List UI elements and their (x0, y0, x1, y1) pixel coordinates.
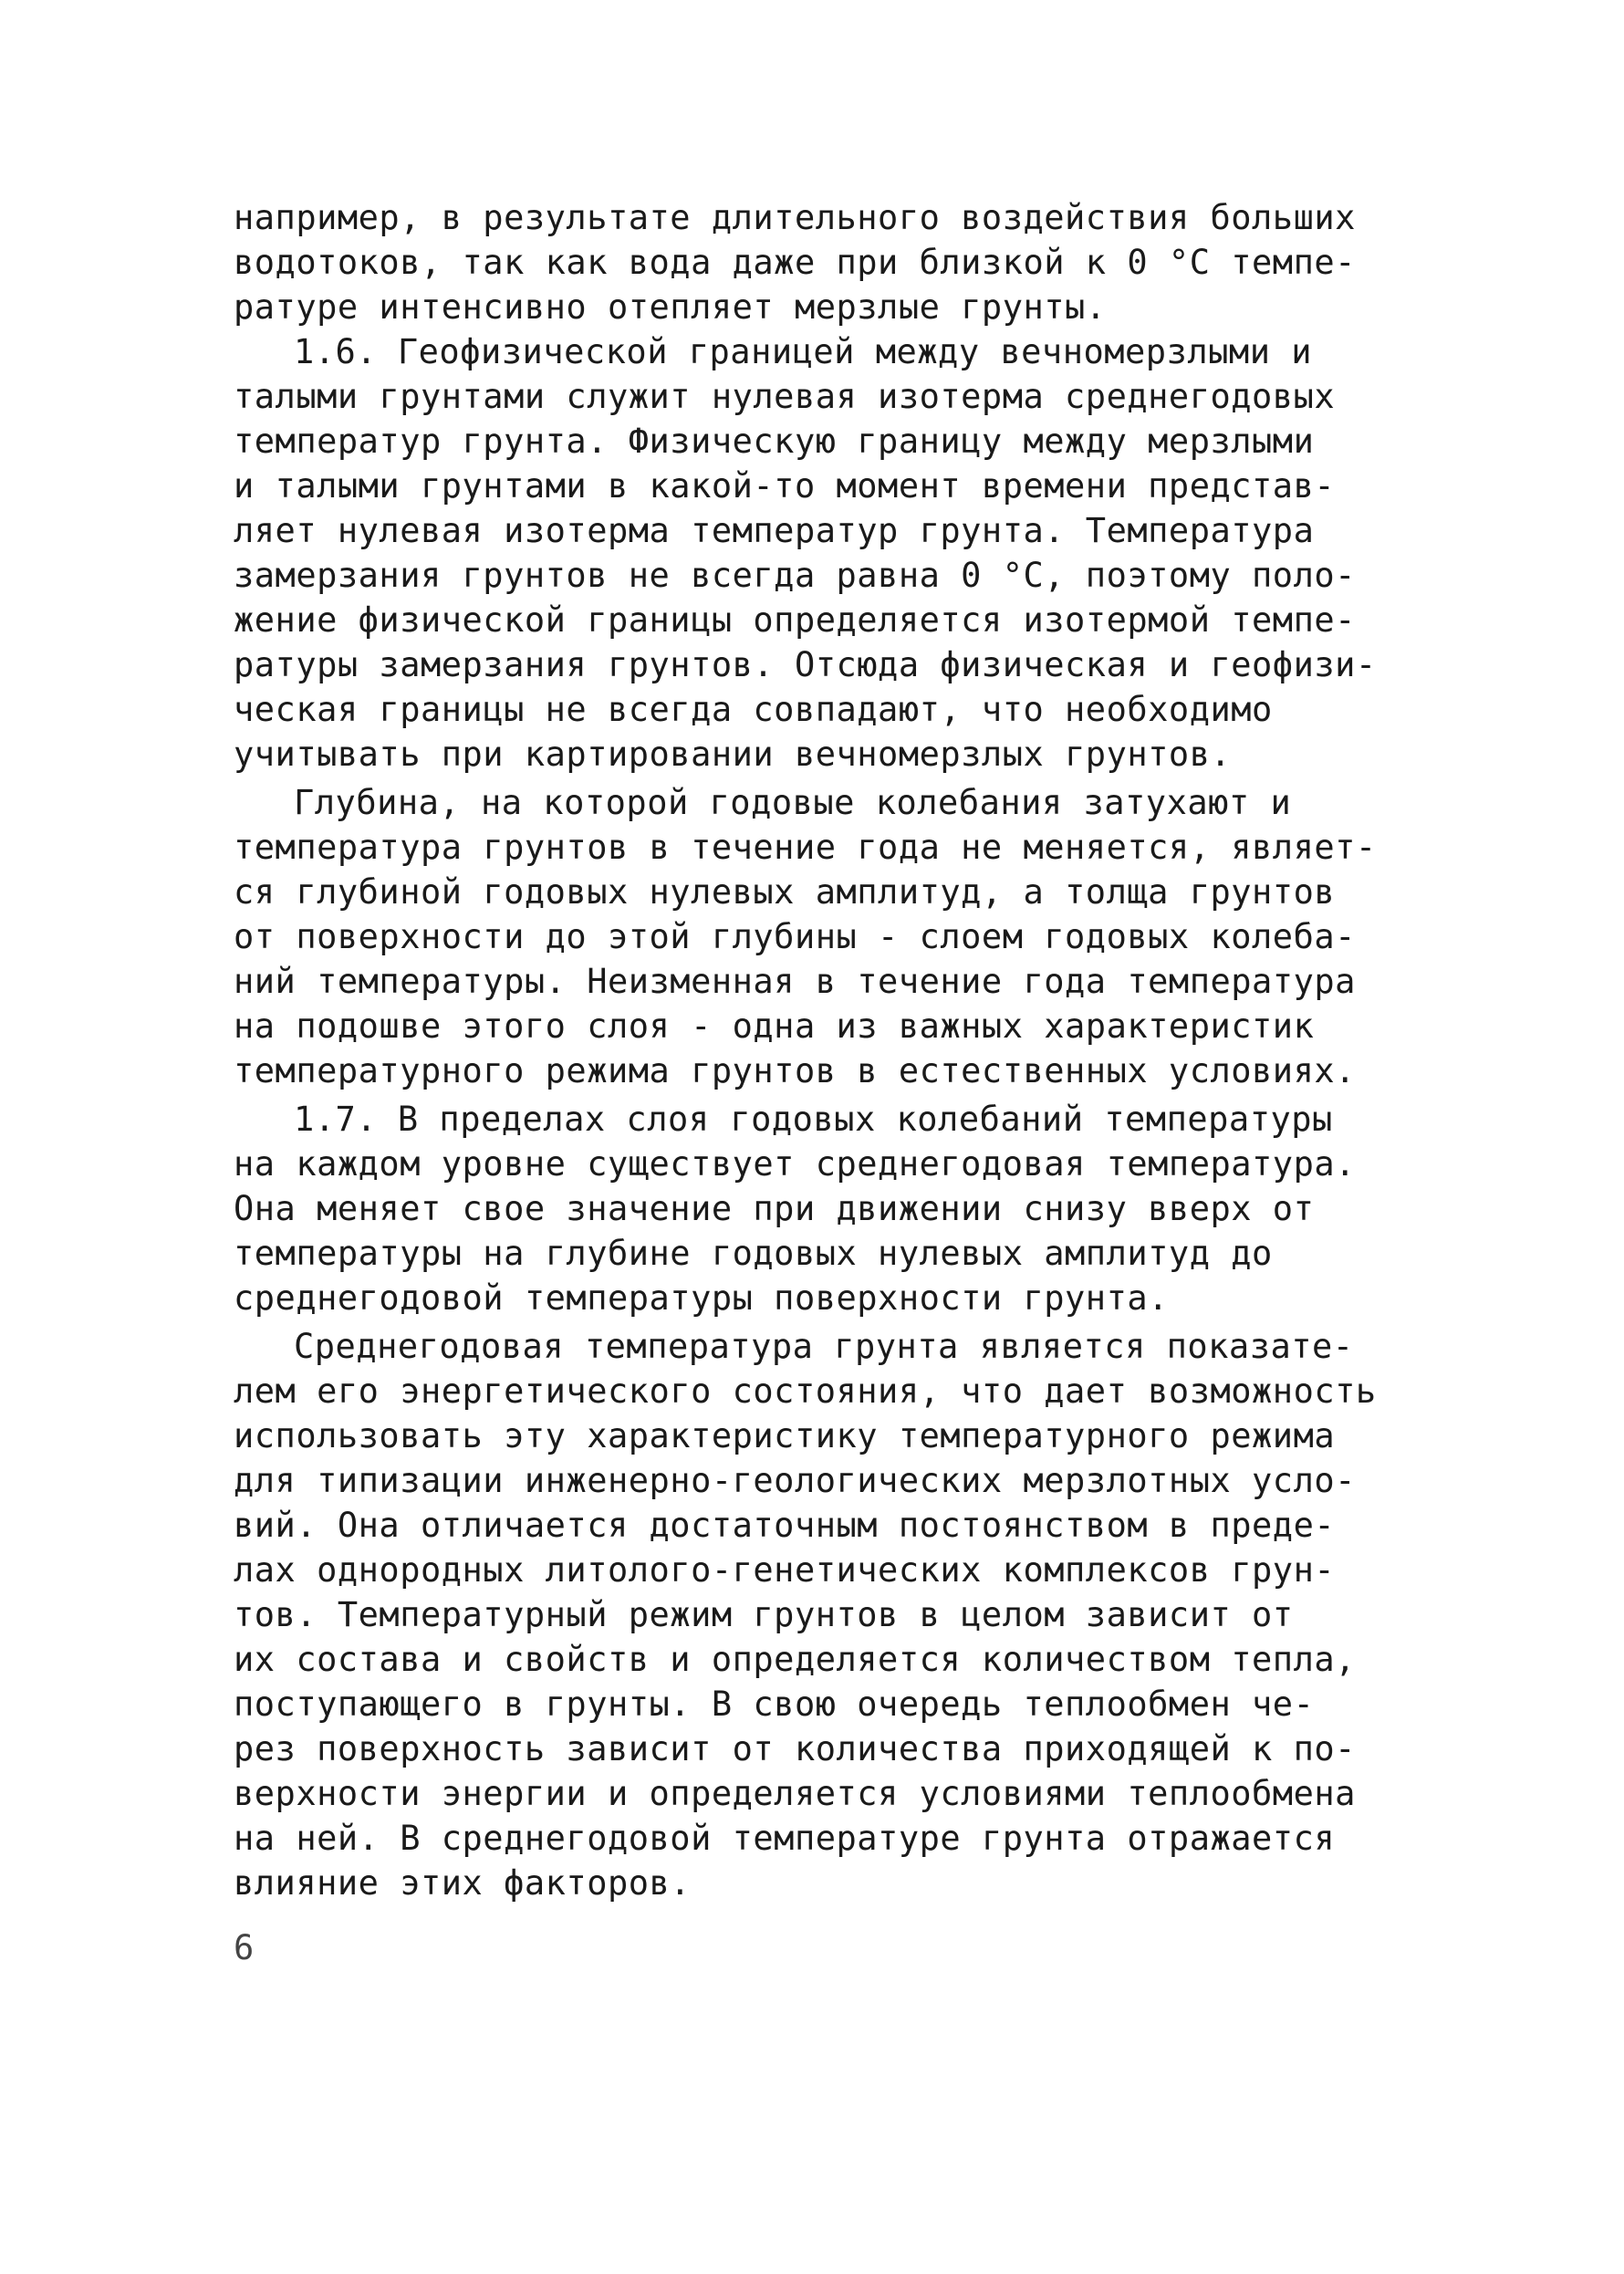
text-line: температурного режима грунтов в естественных условиях. (234, 1051, 1356, 1090)
text-line: замерзания грунтов не всегда равна 0 °С, поэтому поло- (234, 556, 1356, 595)
text-line: жение физической границы определяется изотермой темпе- (234, 600, 1356, 640)
text-line: Она меняет свое значение при движении снизу вверх от (234, 1189, 1315, 1228)
text-line: ратуры замерзания грунтов. Отсюда физическая и геофизи- (234, 645, 1377, 684)
text-line: на ней. В среднегодовой температуре грунта отражается (234, 1819, 1336, 1858)
text-line: ратуре интенсивно отепляет мерзлые грунты. (234, 287, 1107, 327)
text-line: ся глубиной годовых нулевых амплитуд, а толща грунтов (234, 872, 1336, 912)
text-line: и талыми грунтами в какой-то момент времени представ- (234, 466, 1336, 506)
text-line: учитывать при картировании вечномерзлых грунтов. (234, 735, 1232, 774)
text-line: температура грунтов в течение года не меняется, являет- (234, 828, 1377, 867)
paragraph-start-mean-annual: Среднегодовая температура грунта является показате- (294, 1327, 1354, 1366)
text-line: влияние этих факторов. (234, 1863, 692, 1903)
text-line: на подошве этого слоя - одна из важных характеристик (234, 1007, 1315, 1046)
text-line: температуры на глубине годовых нулевых амплитуд до (234, 1234, 1273, 1273)
text-line: поступающего в грунты. В свою очередь теплообмен че- (234, 1685, 1315, 1724)
text-line: водотоков, так как вода даже при близкой к 0 °С темпе- (234, 243, 1356, 282)
text-line: их состава и свойств и определяется количеством тепла, (234, 1640, 1356, 1679)
text-line: верхности энергии и определяется условиями теплообмена (234, 1774, 1356, 1813)
text-line: ляет нулевая изотерма температур грунта. Температура (234, 511, 1315, 550)
page-number: 6 (234, 1928, 255, 1967)
text-line: использовать эту характеристику температурного режима (234, 1416, 1336, 1455)
paragraph-start-1-7: 1.7. В пределах слоя годовых колебаний температуры (294, 1100, 1333, 1139)
paragraph-start-depth: Глубина, на которой годовые колебания затухают и (294, 783, 1292, 822)
text-line: тов. Температурный режим грунтов в целом зависит от (234, 1595, 1294, 1634)
text-line: среднегодовой температуры поверхности грунта. (234, 1278, 1169, 1318)
text-line: вий. Она отличается достаточным постоянством в преде- (234, 1506, 1336, 1545)
text-line: ческая границы не всегда совпадают, что необходимо (234, 690, 1273, 729)
text-line: рез поверхность зависит от количества приходящей к по- (234, 1729, 1356, 1768)
paragraph-start-1-6: 1.6. Геофизической границей между вечномерзлыми и (294, 332, 1313, 371)
text-line: талыми грунтами служит нулевая изотерма среднегодовых (234, 377, 1336, 416)
text-line: ний температуры. Неизменная в течение года температура (234, 962, 1356, 1001)
text-line: на каждом уровне существует среднегодовая температура. (234, 1144, 1356, 1184)
text-line: лах однородных литолого-генетических комплексов грун- (234, 1550, 1336, 1590)
text-line: например, в результате длительного воздействия больших (234, 198, 1356, 237)
text-line: для типизации инженерно-геологических мерзлотных усло- (234, 1461, 1356, 1500)
text-line: температур грунта. Физическую границу между мерзлыми (234, 422, 1315, 461)
text-line: от поверхности до этой глубины - слоем годовых колеба- (234, 917, 1356, 956)
body-text (234, 195, 1483, 1905)
text-line: лем его энергетического состояния, что дает возможность (234, 1372, 1377, 1411)
